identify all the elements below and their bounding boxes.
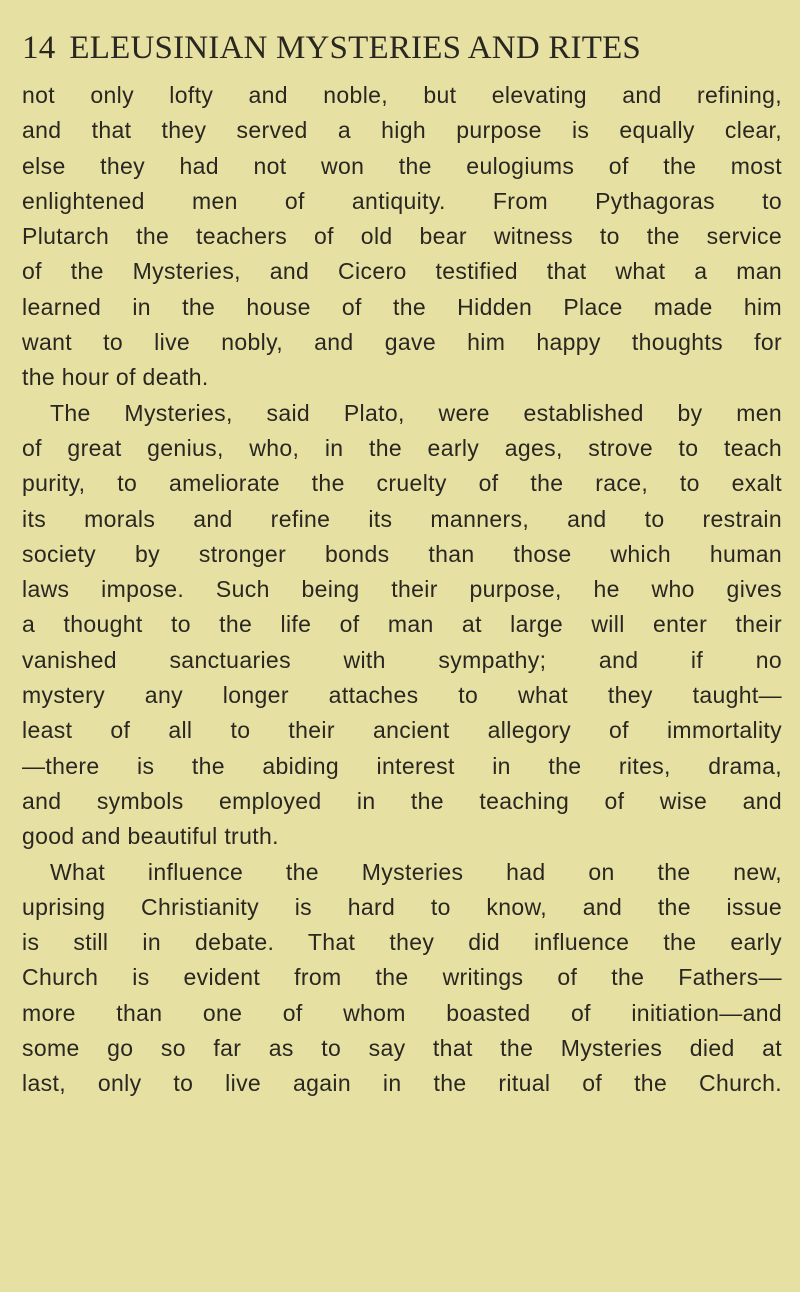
text-line: is still in debate. That they did influence the early: [22, 929, 782, 956]
text-line: a thought to the life of man at large will enter their: [22, 611, 782, 638]
text-line: of the Mysteries, and Cicero testified that what a man: [22, 258, 782, 285]
text-line: and symbols employed in the teaching of wise and: [22, 787, 782, 814]
text-line: not only lofty and noble, but elevating and refining,: [22, 82, 782, 108]
paragraph-2: [22, 396, 782, 855]
running-title: ELEUSINIAN MYSTERIES AND RITES: [69, 30, 641, 66]
text-line: —there is the abiding interest in the rites, drama,: [22, 752, 782, 779]
text-line: the hour of death.: [22, 364, 209, 391]
text-line: its morals and refine its manners, and to restrain: [22, 505, 782, 532]
paragraph-1: [22, 78, 782, 396]
page-number: 14: [22, 30, 56, 66]
text-line: laws impose. Such being their purpose, he who gives: [22, 576, 782, 603]
text-line: more than one of whom boasted of initiation—and: [22, 999, 782, 1026]
text-line: good and beautiful truth.: [22, 823, 279, 850]
text-line: society by stronger bonds than those which human: [22, 540, 782, 567]
text-line: The Mysteries, said Plato, were established by men: [50, 399, 782, 426]
text-line: learned in the house of the Hidden Place made him: [22, 293, 782, 320]
text-line: some go so far as to say that the Mysteries died at: [22, 1035, 782, 1062]
text-line: enlightened men of antiquity. From Pythagoras to: [22, 187, 782, 214]
text-line: least of all to their ancient allegory of immortality: [22, 717, 782, 744]
text-line: and that they served a high purpose is equally clear,: [22, 117, 782, 144]
text-line: vanished sanctuaries with sympathy; and if no: [22, 646, 782, 673]
text-line: want to live nobly, and gave him happy thoughts for: [22, 329, 782, 356]
text-line: last, only to live again in the ritual of the Church.: [22, 1070, 782, 1097]
text-line: else they had not won the eulogiums of the most: [22, 152, 782, 179]
book-page: [22, 28, 782, 1102]
text-line: Church is evident from the writings of the Fathers—: [22, 964, 782, 991]
body-text: [22, 78, 782, 1102]
text-line: mystery any longer attaches to what they taught—: [22, 682, 782, 709]
text-line: Plutarch the teachers of old bear witness to the service: [22, 223, 782, 250]
running-header: [22, 28, 782, 68]
text-line: uprising Christianity is hard to know, and the issue: [22, 893, 782, 920]
text-line: What influence the Mysteries had on the new,: [50, 858, 782, 885]
text-line: of great genius, who, in the early ages, strove to teach: [22, 434, 782, 461]
text-line: purity, to ameliorate the cruelty of the race, to exalt: [22, 470, 782, 497]
paragraph-3: [22, 855, 782, 1102]
